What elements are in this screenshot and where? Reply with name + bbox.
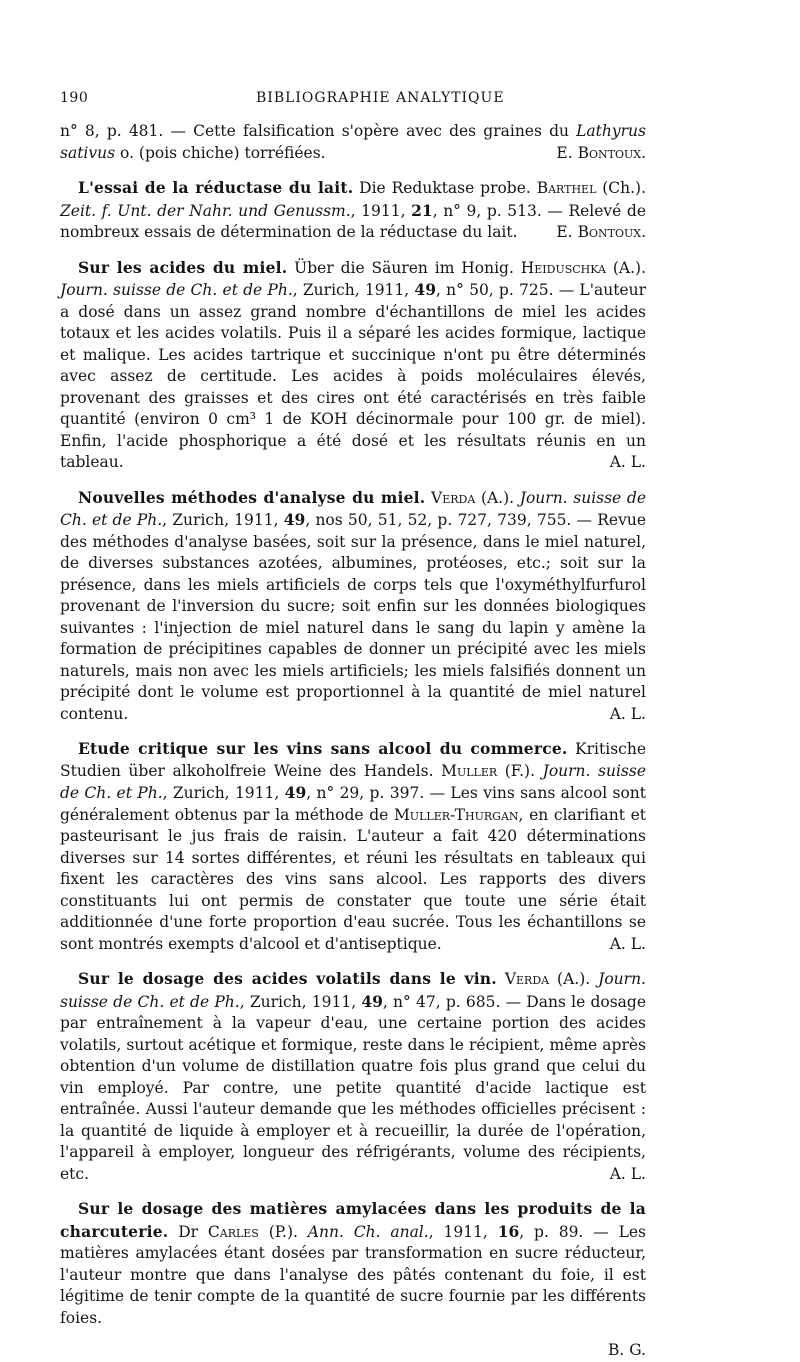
entry-text: Kritische Studien über alkoholfreie Weine des Handels. [60, 740, 646, 780]
page-header [60, 90, 646, 112]
author-name: Heiduschka [520, 258, 606, 277]
entry-text: , Zurich, 1911, [162, 511, 284, 529]
entry-signature: A. L. [609, 934, 646, 953]
author-name: Muller [441, 761, 498, 780]
volume-number: 49 [283, 510, 306, 529]
author-name: Verda [425, 488, 476, 507]
volume-number: 21 [411, 200, 433, 220]
entry-text: , n° 50, p. 725. — L'auteur a dosé dans un assez grand nombre d'échantillons de miel les acides totaux et les acides volatils. Puis il a séparé les acides formique, lactique et malique. Les acides tartrique et succinique n'ont pu être déterminés avec assez de certitude. Les acides à poids moléculaires élevés, provenant des graisses et des cires ont été caractérisés en très faible quantité (environ 0 cm³ 1 de KOH décinormale pour 100 gr. de miel). Enfin, l'acide phosphorique a été dosé et les résultats réunis en un tableau. [60, 281, 646, 471]
entry-signature: A. L. [609, 453, 646, 471]
entry-text: (A.). [606, 258, 646, 277]
author-name: Carles [207, 1222, 259, 1241]
entry-text: , en clarifiant et pasteurisant le jus frais de raisin. L'auteur a fait 420 déterminations diverses sur 14 sortes différentes, et réuni les résultats en tableaux qui fixent les caractères des vins sans alcool. Les rapports des divers constituants lui ont permis de constater que toute une série était additionnée d'une forte proportion d'eau sucrée. Tous les échantillons se sont montrés exempts d'alcool et d'antiseptique. [60, 805, 646, 953]
page-number: 190 [60, 90, 89, 106]
entry-title: Nouvelles méthodes d'analyse du miel. [78, 487, 426, 507]
entry-signature: E. Bontoux. [556, 143, 646, 162]
entry-title: Sur le dosage des acides volatils dans le vin. [78, 969, 497, 988]
entry-text: , n° 47, p. 685. — Dans le dosage par entraînement à la vapeur d'eau, une certaine portion des acides volatils, surtout acétique et formique, reste dans le récipient, même après obtention d'un volume de distillation quatre fois plus grand que celui du vin employé. Par contre, une petite quantité d'acide lactique est entraînée. Aussi l'auteur demande que les méthodes officielles précisent : la quantité de liquide à employer et à recueillir, la durée de l'opération, l'appareil à employer, longueur des réfrigérants, volume des récipients, etc. [60, 992, 646, 1183]
running-title: BIBLIOGRAPHIE ANALYTIQUE [256, 90, 505, 106]
journal-name: Journ. suisse de Ch. et Ph. [60, 761, 647, 802]
entry-acides-volatils [60, 968, 646, 1185]
entry-text: Dr [168, 1222, 208, 1241]
volume-number: 49 [284, 783, 307, 802]
entry-continuation [60, 121, 646, 164]
entry-signature: E. Bontoux. [556, 223, 646, 241]
entry-signature: A. L. [609, 1164, 646, 1183]
entry-text: , p. 89. — Les matières amylacées étant dosées par transformation en sucre réducteur, l'auteur montre que dans l'analyse des pâtés contenant du foie, il est légitime de tenir compte de la quantité de sucre fournie par les différents foies. [60, 1222, 647, 1327]
entry-text: (F.). [497, 761, 543, 780]
species-name: Lathyrus sativus [60, 122, 646, 162]
entry-signature: A. L. [609, 704, 646, 723]
entry-text: , Zurich, 1911, [162, 784, 285, 802]
entry-text: n° 8, p. 481. — Cette falsification s'opère avec des graines du [60, 122, 577, 140]
entry-acides-miel [60, 257, 646, 474]
entry-title: Etude critique sur les vins sans alcool du commerce. [78, 739, 568, 758]
entry-title: Sur les acides du miel. [78, 257, 288, 277]
entry-text: (A.). [549, 970, 599, 988]
entry-text: (P.). [258, 1222, 308, 1241]
journal-name: Journ. suisse de Ch. et de Ph. [60, 488, 646, 529]
entry-title: L'essai de la réductase du lait. [78, 178, 354, 197]
entry-text: , Zurich, 1911, [239, 992, 362, 1011]
entry-reductase [60, 177, 646, 244]
entry-analyse-miel [60, 487, 646, 726]
bibliography-content [60, 121, 646, 1362]
entry-text: , n° 9, p. 513. — Relevé de nombreux essais de détermination de la réductase du lait. [60, 201, 647, 241]
author-name: Barthel [536, 179, 597, 197]
volume-number: 49 [414, 280, 436, 299]
entry-text: , 1911, [350, 201, 412, 220]
journal-name: Journ. suisse de Ch. et de Ph. [60, 970, 646, 1011]
volume-number: 49 [361, 991, 383, 1011]
entry-text: (Ch.). [596, 179, 647, 197]
entry-text: , 1911, [428, 1222, 498, 1241]
journal-name: Journ. suisse de Ch. et de Ph. [60, 281, 293, 299]
entry-signature: B. G. [607, 1341, 646, 1359]
volume-number: 16 [497, 1221, 520, 1241]
entry-title: Sur le dosage des matières amylacées dans les produits de la charcuterie. [60, 1199, 646, 1241]
entry-charcuterie [60, 1198, 646, 1329]
entry-text: Über die Säuren im Honig. [287, 258, 521, 277]
entry-text: , Zurich, 1911, [292, 281, 415, 299]
journal-name: Zeit. f. Unt. der Nahr. und Genussm. [60, 201, 351, 220]
entry-text: , n° 29, p. 397. — Les vins sans alcool sont généralement obtenus par la méthode de [60, 784, 646, 824]
entry-vins-sans-alcool [60, 738, 646, 955]
entry-text: (A.). [475, 488, 520, 507]
entry-text: , nos 50, 51, 52, p. 727, 739, 755. — Revue des méthodes d'analyse basées, soit sur la présence, dans le miel naturel, de diverses substances azotées, albumines, protéoses, etc.; soit sur la présence, dans les miels artificiels de corps tels que l'oxyméthylfurfurol provenant de l'inversion du sucre; soit enfin sur les données biologiques suivantes : l'injection de miel naturel dans le sang du lapin y amène la formation de précipitines capables de donner un précipité avec les miels naturels, mais non avec les miels artificiels; les miels falsifiés donnent un précipité dont le volume est proportionnel à la quantité de miel naturel contenu. [60, 511, 646, 723]
journal-name: Ann. Ch. anal. [307, 1222, 429, 1241]
author-name: Verda [496, 970, 550, 988]
entry-text: Die Reduktase probe. [353, 179, 537, 197]
entry-text: o. (pois chiche) torréfiées. [115, 143, 326, 162]
method-name: Muller-Thurgan [393, 805, 519, 824]
